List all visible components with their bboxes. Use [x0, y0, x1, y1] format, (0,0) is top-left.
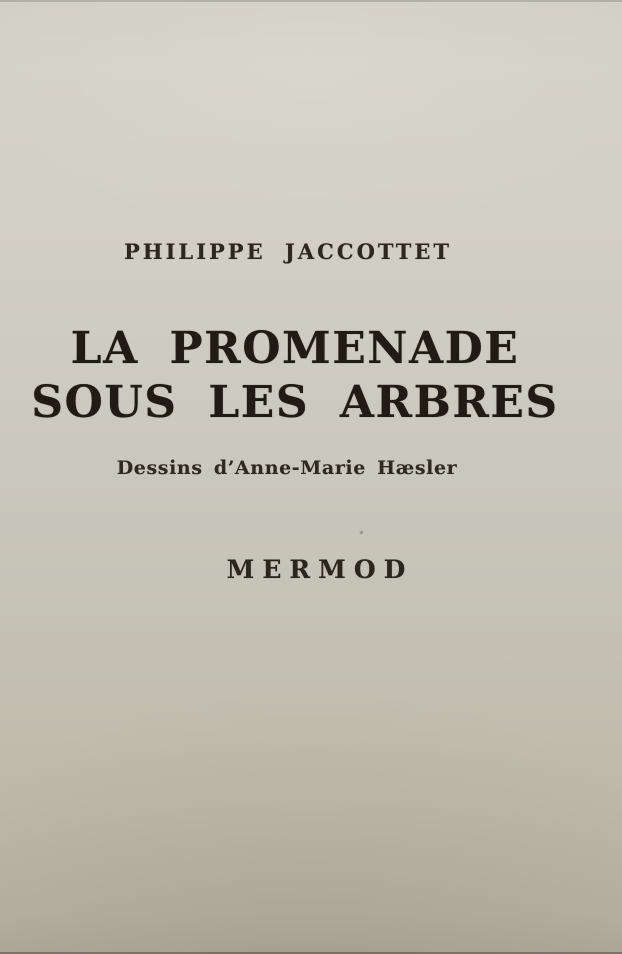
book-title-line-1: LA PROMENADE: [70, 323, 520, 374]
publisher-name: MERMOD: [226, 555, 414, 584]
book-title: [0, 322, 606, 430]
paper-speck: [360, 531, 363, 534]
book-title-line-2: SOUS LES ARBRES: [31, 377, 559, 428]
illustrator-credit: Dessins d’Anne-Marie Hæsler: [116, 457, 458, 479]
author-name: PHILIPPE JACCOTTET: [123, 239, 453, 264]
